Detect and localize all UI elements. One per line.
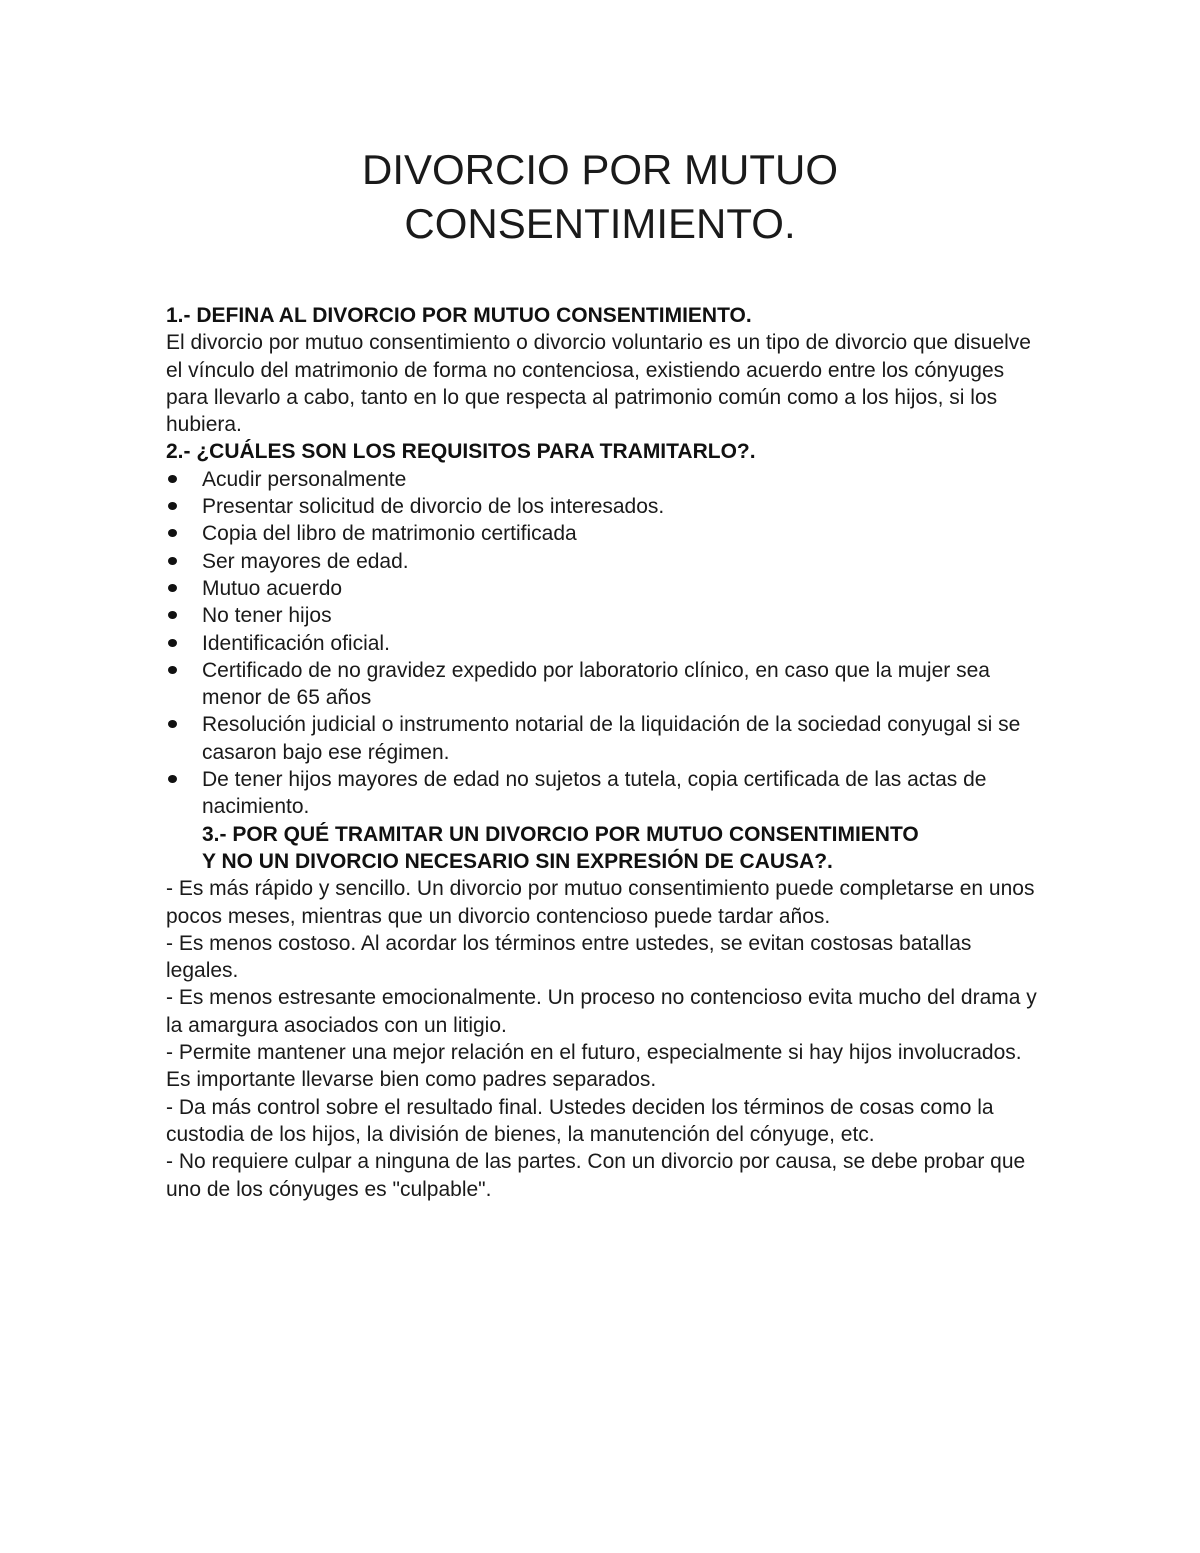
document-body — [166, 302, 1046, 1203]
list-item-text: Identificación oficial. — [202, 631, 390, 655]
bullet-icon — [168, 639, 177, 647]
list-item-text: Resolución judicial o instrumento notarial de la liquidación de la sociedad conyugal si se casaron bajo ese régimen. — [202, 713, 1021, 764]
bullet-icon — [168, 775, 177, 783]
list-item-text: No tener hijos — [202, 604, 332, 628]
reason-paragraph: - Da más control sobre el resultado final. Ustedes deciden los términos de cosas como la custodia de los hijos, la división de bienes, la manutención del cónyuge, etc. — [166, 1095, 994, 1146]
list-item-text: Certificado de no gravidez expedido por laboratorio clínico, en caso que la mujer sea menor de 65 años — [202, 658, 990, 710]
bullet-icon — [168, 666, 177, 674]
section-3-heading — [166, 821, 1046, 876]
list-item — [166, 630, 1046, 657]
section-1-heading: 1.- DEFINA AL DIVORCIO POR MUTUO CONSENTIMIENTO. — [166, 304, 752, 327]
bullet-icon — [168, 611, 177, 619]
list-item-text: Acudir personalmente — [202, 467, 407, 491]
bullet-icon — [168, 584, 177, 592]
document-title — [166, 143, 1034, 251]
bullet-icon — [168, 502, 177, 510]
section-2-heading: 2.- ¿CUÁLES SON LOS REQUISITOS PARA TRAMITARLO?. — [166, 440, 756, 464]
requirements-list — [166, 466, 1046, 821]
reason-paragraph: - Es menos costoso. Al acordar los términos entre ustedes, se evitan costosas batallas legales. — [166, 931, 972, 983]
list-item-text: Copia del libro de matrimonio certificada — [202, 522, 577, 546]
list-item-text: Presentar solicitud de divorcio de los interesados. — [202, 495, 665, 519]
list-item — [166, 711, 1046, 766]
reasons-list — [166, 875, 1046, 1203]
list-item-text: Ser mayores de edad. — [202, 549, 409, 573]
title-line-1: DIVORCIO POR MUTUO — [361, 146, 838, 193]
list-item — [166, 766, 1046, 821]
reason-paragraph: - Es menos estresante emocionalmente. Un proceso no contencioso evita mucho del drama y la amargura asociados con un litigio. — [166, 986, 1037, 1037]
list-item — [166, 657, 1046, 712]
list-item — [166, 602, 1046, 629]
section-3-heading-line-1: 3.- POR QUÉ TRAMITAR UN DIVORCIO POR MUTUO CONSENTIMIENTO — [202, 822, 919, 846]
title-line-2: CONSENTIMIENTO. — [404, 200, 796, 247]
bullet-icon — [168, 475, 177, 483]
section-1-text: El divorcio por mutuo consentimiento o divorcio voluntario es un tipo de divorcio que disuelve el vínculo del matrimonio de forma no contenciosa, existiendo acuerdo entre los cónyuges para llevarlo a cabo, tanto en lo que respecta al patrimonio común como a los hijos, si los hubiera. — [166, 331, 1031, 437]
section-3-heading-line-2: Y NO UN DIVORCIO NECESARIO SIN EXPRESIÓN DE CAUSA?. — [202, 849, 833, 873]
bullet-icon — [168, 557, 177, 565]
reason-paragraph: - Es más rápido y sencillo. Un divorcio por mutuo consentimiento puede completarse en unos pocos meses, mientras que un divorcio contencioso puede tardar años. — [166, 877, 1035, 928]
list-item-text: Mutuo acuerdo — [202, 576, 343, 600]
list-item — [166, 520, 1046, 547]
list-item — [166, 575, 1046, 602]
list-item — [166, 548, 1046, 575]
bullet-icon — [168, 529, 177, 537]
reason-paragraph: - Permite mantener una mejor relación en el futuro, especialmente si hay hijos involucrados. Es importante llevarse bien como padres separados. — [166, 1041, 1022, 1092]
list-item — [166, 493, 1046, 520]
list-item — [166, 466, 1046, 493]
bullet-icon — [168, 720, 177, 728]
reason-paragraph: - No requiere culpar a ninguna de las partes. Con un divorcio por causa, se debe probar que uno de los cónyuges es "culpable". — [166, 1150, 1026, 1201]
list-item-text: De tener hijos mayores de edad no sujetos a tutela, copia certificada de las actas de nacimiento. — [202, 768, 987, 819]
